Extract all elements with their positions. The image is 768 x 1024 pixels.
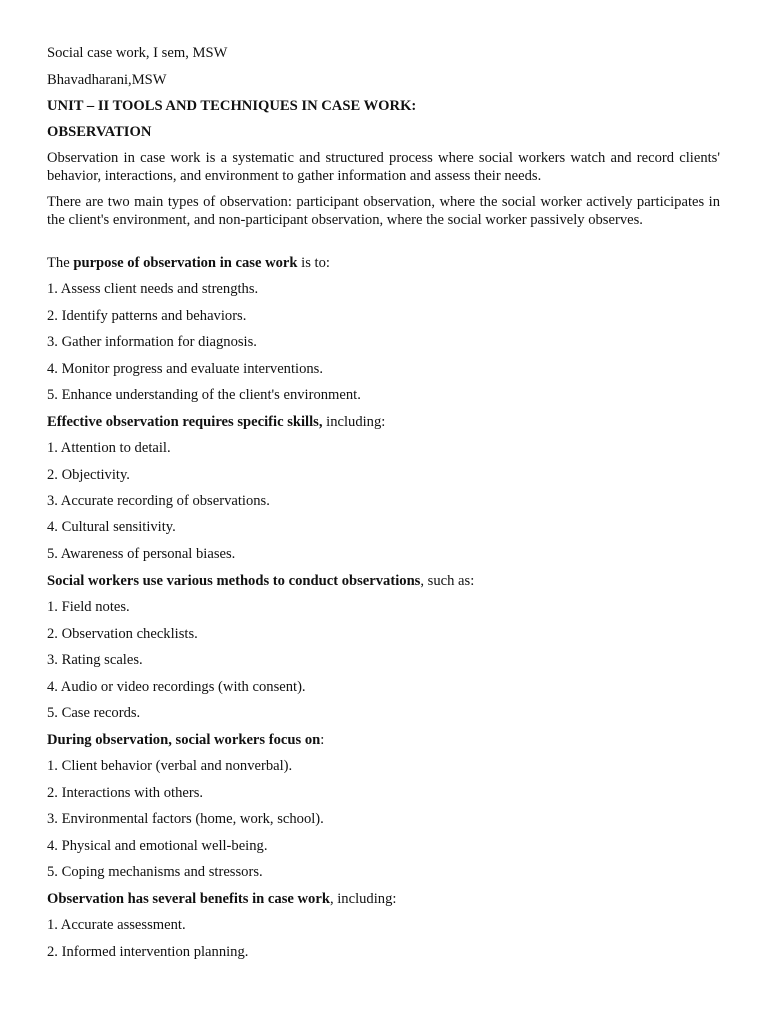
list-item: 2. Objectivity.	[47, 467, 130, 483]
list-item: 4. Cultural sensitivity.	[47, 519, 176, 535]
skills-lead: Effective observation requires specific skills, including:	[47, 414, 386, 430]
purpose-lead: The purpose of observation in case work is to:	[47, 255, 330, 271]
list-item: 4. Audio or video recordings (with consent).	[47, 679, 306, 695]
list-item: 1. Client behavior (verbal and nonverbal).	[47, 758, 293, 774]
intro-paragraph-1: Observation in case work is a systematic and structured process where social workers watch and record clients' behavior, interactions, and environment to gather information and assess their needs.	[47, 150, 720, 184]
unit-title: UNIT – II TOOLS AND TECHNIQUES IN CASE WORK:	[47, 98, 417, 114]
list-item: 2. Identify patterns and behaviors.	[47, 308, 247, 324]
benefits-lead: Observation has several benefits in case work, including:	[47, 891, 397, 907]
list-item: 3. Environmental factors (home, work, school).	[47, 811, 324, 827]
section-title: OBSERVATION	[47, 124, 152, 140]
list-item: 3. Gather information for diagnosis.	[47, 334, 257, 350]
list-item: 1. Assess client needs and strengths.	[47, 281, 259, 297]
list-item: 5. Coping mechanisms and stressors.	[47, 864, 263, 880]
list-item: 3. Rating scales.	[47, 652, 143, 668]
list-item: 2. Interactions with others.	[47, 785, 204, 801]
list-item: 5. Enhance understanding of the client's environment.	[47, 387, 361, 403]
intro-paragraph-2: There are two main types of observation: participant observation, where the social worker actively participates in the client's environment, and non-participant observation, where the social worker passively observes.	[47, 194, 720, 228]
list-item: 3. Accurate recording of observations.	[47, 493, 270, 509]
list-item: 2. Informed intervention planning.	[47, 944, 249, 960]
list-item: 5. Awareness of personal biases.	[47, 546, 236, 562]
methods-lead: Social workers use various methods to conduct observations, such as:	[47, 573, 475, 589]
list-item: 1. Field notes.	[47, 599, 130, 615]
list-item: 1. Accurate assessment.	[47, 917, 186, 933]
list-item: 1. Attention to detail.	[47, 440, 171, 456]
author-line: Bhavadharani,MSW	[47, 72, 167, 88]
list-item: 2. Observation checklists.	[47, 626, 198, 642]
focus-lead: During observation, social workers focus on:	[47, 732, 325, 748]
list-item: 4. Monitor progress and evaluate interventions.	[47, 361, 323, 377]
list-item: 5. Case records.	[47, 705, 141, 721]
course-line: Social case work, I sem, MSW	[47, 45, 228, 61]
list-item: 4. Physical and emotional well-being.	[47, 838, 268, 854]
